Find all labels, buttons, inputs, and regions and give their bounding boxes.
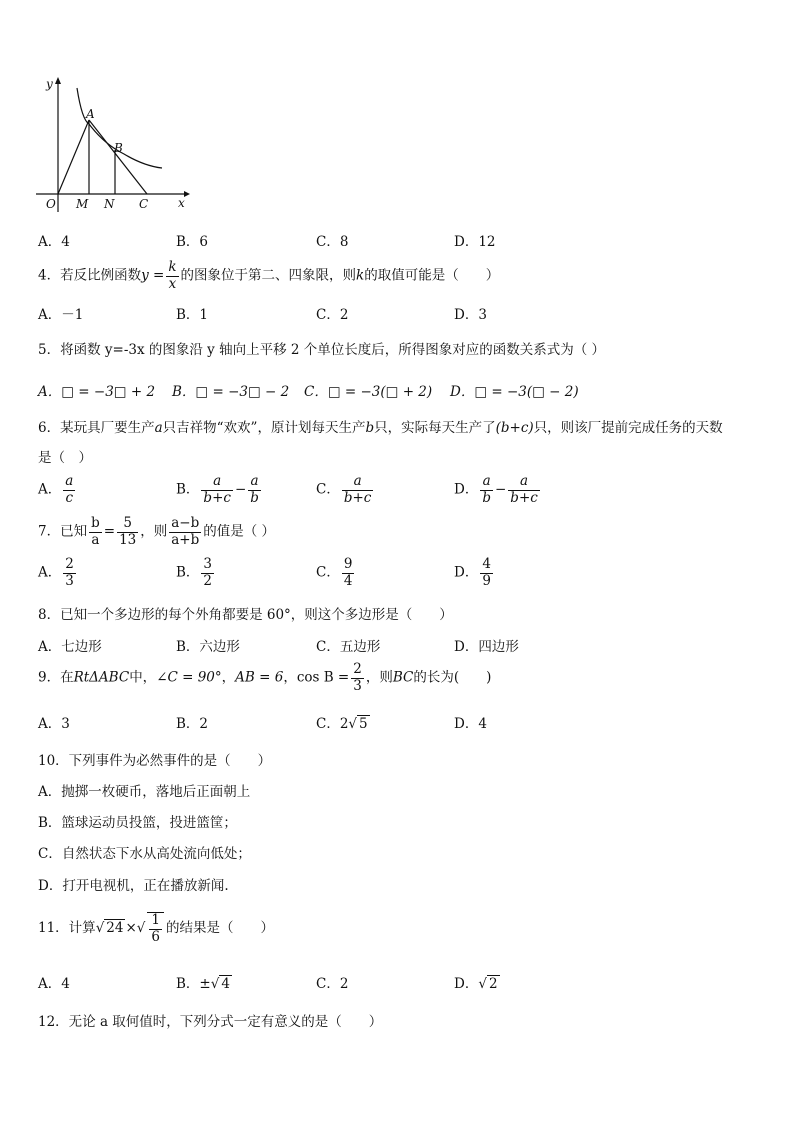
q9-option-d[interactable]: D．4 — [454, 716, 487, 732]
q9-triangle: RtΔABC — [73, 669, 130, 686]
q6-option-d-frac2 — [508, 474, 540, 506]
frac-num: 5 — [117, 516, 138, 533]
q3-option-a[interactable]: A．4 — [38, 234, 70, 250]
q9-suffix: 的长为( ) — [413, 669, 492, 686]
q9-angle: ∠C = 90° — [156, 669, 222, 686]
q6-option-b-frac1 — [201, 474, 233, 506]
option-label: C．2 — [316, 716, 349, 732]
q11-sqrt-frac — [147, 912, 164, 945]
q3-option-d[interactable]: D．12 — [454, 234, 496, 250]
q8-stem: 8．已知一个多边形的每个外角都要是 60°，则这个多边形是（ ） — [38, 607, 453, 623]
frac-num: 9 — [343, 556, 353, 572]
q11-prefix: 11．计算 — [38, 920, 96, 937]
frac-den: 3 — [353, 677, 362, 694]
frac-den: 9 — [482, 572, 491, 589]
q4-frac-num: k — [168, 259, 177, 275]
q9-bc: BC — [392, 669, 414, 686]
q4-y: y = — [141, 267, 165, 284]
label-y: y — [46, 77, 53, 91]
option-label: D． — [454, 564, 479, 581]
q4-stem — [38, 260, 499, 292]
frac-num: 4 — [482, 556, 491, 572]
q7-suffix: 的值是（ ） — [203, 523, 276, 540]
q6-text-a: 6．某玩具厂要生产 — [38, 420, 155, 436]
q6-option-c[interactable] — [316, 474, 375, 506]
frac-den: a — [91, 531, 100, 548]
sqrt-icon: √ — [478, 976, 487, 992]
q9-option-a[interactable]: A．3 — [38, 716, 70, 732]
frac-den: 2 — [203, 572, 213, 589]
segment-AC — [89, 120, 147, 194]
frac-num: 2 — [65, 556, 74, 572]
q9-cos: cos B = — [296, 669, 350, 686]
q7-frac-ba — [89, 516, 102, 548]
q7-mid: ，则 — [140, 523, 168, 540]
q3-option-c[interactable]: C．8 — [316, 234, 349, 250]
q7-option-d[interactable] — [454, 557, 495, 589]
frac-num: a — [342, 474, 374, 491]
q9-comma: ， — [221, 669, 236, 686]
q6-var-bc: (b+c) — [495, 420, 534, 436]
q8-option-d[interactable]: D．四边形 — [454, 639, 519, 655]
q5-option-a[interactable]: A．□ = −3□ + 2 — [38, 384, 156, 400]
q4-option-d[interactable]: D．3 — [454, 307, 487, 323]
frac-num: 2 — [353, 661, 362, 677]
frac-den: c — [65, 489, 74, 506]
frac-num: a−b — [171, 515, 200, 531]
q8-option-a[interactable]: A．七边形 — [38, 639, 102, 655]
q9-text: 中， — [129, 669, 157, 686]
q6-option-a-frac — [63, 474, 75, 506]
q7-option-c[interactable] — [316, 557, 356, 589]
frac-num: 1 — [151, 912, 160, 928]
frac-num: a — [480, 474, 493, 491]
q7-frac-5-13 — [117, 516, 138, 548]
q4-frac-den: x — [168, 275, 177, 292]
q6-text-d: 只，则该厂提前完成任务的天数 — [533, 420, 723, 436]
q6-option-b[interactable] — [176, 474, 263, 506]
q6-var-b: b — [365, 420, 375, 436]
option-label: A． — [38, 564, 62, 581]
frac-num: 3 — [203, 556, 213, 572]
y-axis-arrow — [55, 77, 61, 84]
q4-mid: 的图象位于第二、四象限，则 — [180, 267, 357, 284]
q4-option-a[interactable]: A．－1 — [38, 307, 84, 323]
sqrt-value: 5 — [359, 716, 368, 732]
q9-prefix: 9．在 — [38, 669, 74, 686]
label-x: x — [178, 196, 185, 210]
q4-option-b[interactable]: B．1 — [176, 307, 209, 323]
frac-den: b+c — [203, 489, 231, 506]
frac-den: 13 — [119, 531, 137, 548]
q6-var-a: a — [154, 420, 163, 436]
q4-k: k — [356, 267, 365, 284]
sqrt-value: 2 — [488, 976, 498, 992]
sqrt-icon: √ — [136, 920, 146, 937]
q6-option-b-frac2 — [248, 474, 261, 506]
q5-option-b[interactable]: B．□ = −3□ − 2 — [172, 384, 290, 400]
q7-option-d-frac — [480, 557, 493, 589]
frac-den: 3 — [65, 572, 74, 589]
frac-num: a — [65, 473, 74, 489]
label-N: N — [104, 197, 115, 211]
q9-ab: AB = 6 — [235, 669, 284, 686]
option-label: D． — [454, 976, 479, 992]
option-label: C． — [316, 564, 340, 581]
q4-option-c[interactable]: C．2 — [316, 307, 349, 323]
q9-option-c[interactable] — [316, 712, 370, 732]
q7-option-b-frac — [201, 557, 214, 589]
q7-eq: = — [103, 523, 116, 540]
q7-stem — [38, 516, 275, 548]
q11-sqrt-value: 24 — [106, 920, 124, 937]
label-O: O — [46, 197, 56, 211]
q8-option-b[interactable]: B．六边形 — [176, 639, 240, 655]
geometry-figure — [34, 72, 194, 217]
q6-option-c-frac — [342, 474, 374, 506]
sqrt-value: 4 — [221, 976, 230, 992]
frac-num: a — [248, 474, 261, 491]
frac-den: b+c — [343, 489, 372, 506]
sqrt-icon: √ — [348, 716, 358, 732]
q3-option-b[interactable]: B．6 — [176, 234, 209, 250]
sqrt-icon: √ — [210, 976, 220, 992]
q4-suffix: 的取值可能是（ ） — [364, 267, 500, 284]
q7-prefix: 7．已知 — [38, 523, 88, 540]
sqrt-icon: √ — [95, 920, 105, 937]
q12-stem: 12．无论 a 取何值时，下列分式一定有意义的是（ ） — [38, 1014, 383, 1030]
frac-num: b — [91, 515, 100, 531]
label-A: A — [86, 107, 95, 121]
q6-option-c-label: C． — [316, 481, 340, 498]
q5-option-c[interactable]: C．□ = −3(□ + 2) — [304, 384, 433, 400]
q6-option-a-label: A． — [38, 481, 62, 498]
x-axis-arrow — [184, 191, 190, 197]
frac-den: 4 — [343, 572, 353, 589]
q6-option-b-label: B． — [176, 481, 200, 498]
q6-option-a[interactable] — [38, 474, 77, 506]
q8-option-c[interactable]: C．五边形 — [316, 639, 381, 655]
q5-option-d[interactable]: D．□ = −3(□ − 2) — [450, 384, 579, 400]
q11-option-d[interactable] — [454, 972, 500, 992]
frac-den: b+c — [510, 489, 538, 506]
label-C: C — [139, 197, 149, 211]
q10-option-a[interactable]: A．抛掷一枚硬币，落地后正面朝上 — [38, 784, 251, 800]
q7-frac-expr — [169, 516, 201, 548]
q7-option-c-frac — [342, 557, 355, 589]
q11-option-a[interactable]: A．4 — [38, 976, 70, 992]
q9-stem — [38, 662, 491, 694]
q5-stem: 5．将函数 y=-3x 的图象沿 y 轴向上平移 2 个单位长度后，所得图象对应的函数关系式为（ ） — [38, 342, 606, 358]
q7-option-b[interactable] — [176, 557, 216, 589]
q7-option-a-frac — [63, 557, 76, 589]
q10-option-d[interactable]: D．打开电视机，正在播放新闻. — [38, 878, 229, 894]
q6-text-b: 只吉祥物“欢欢”，原计划每天生产 — [162, 420, 366, 436]
q6-option-d-label: D． — [454, 481, 479, 498]
q4-fraction — [166, 260, 178, 292]
option-label: B． — [176, 564, 200, 581]
frac-num: a — [508, 474, 540, 491]
q10-option-b[interactable]: B．篮球运动员投篮，投进篮筐； — [38, 815, 237, 831]
hyperbola-curve — [77, 88, 162, 168]
segment-OA — [58, 120, 89, 194]
minus-sign: − — [494, 481, 507, 498]
minus-sign: − — [234, 481, 247, 498]
q7-option-a[interactable] — [38, 557, 78, 589]
frac-den: 6 — [151, 928, 160, 945]
q6-option-d[interactable] — [454, 474, 542, 506]
q9-option-b[interactable]: B．2 — [176, 716, 209, 732]
q6-option-d-frac1 — [480, 474, 493, 506]
q11-option-b[interactable] — [176, 972, 232, 992]
frac-den: a+b — [171, 531, 200, 548]
q11-option-c[interactable]: C．2 — [316, 976, 349, 992]
q6-stem-line2: 是（ ） — [38, 450, 92, 466]
option-label: B．± — [176, 976, 211, 992]
q6-stem-line1 — [38, 416, 723, 436]
q4-prefix: 4．若反比例函数 — [38, 267, 142, 284]
q10-option-c[interactable]: C．自然状态下水从高处流向低处； — [38, 846, 251, 862]
q10-stem: 10．下列事件为必然事件的是（ ） — [38, 753, 272, 769]
times-sign: × — [125, 920, 137, 937]
q6-text-c: 只，实际每天生产了 — [374, 420, 496, 436]
frac-den: b — [250, 489, 259, 506]
q11-stem — [38, 912, 274, 945]
frac-num: a — [201, 474, 233, 491]
label-M: M — [76, 197, 89, 211]
q11-suffix: 的结果是（ ） — [166, 920, 274, 937]
label-B: B — [114, 141, 123, 155]
q9-text: ，则 — [365, 669, 393, 686]
q9-comma: ， — [283, 669, 297, 686]
frac-den: b — [482, 489, 491, 506]
q9-frac — [351, 662, 364, 694]
